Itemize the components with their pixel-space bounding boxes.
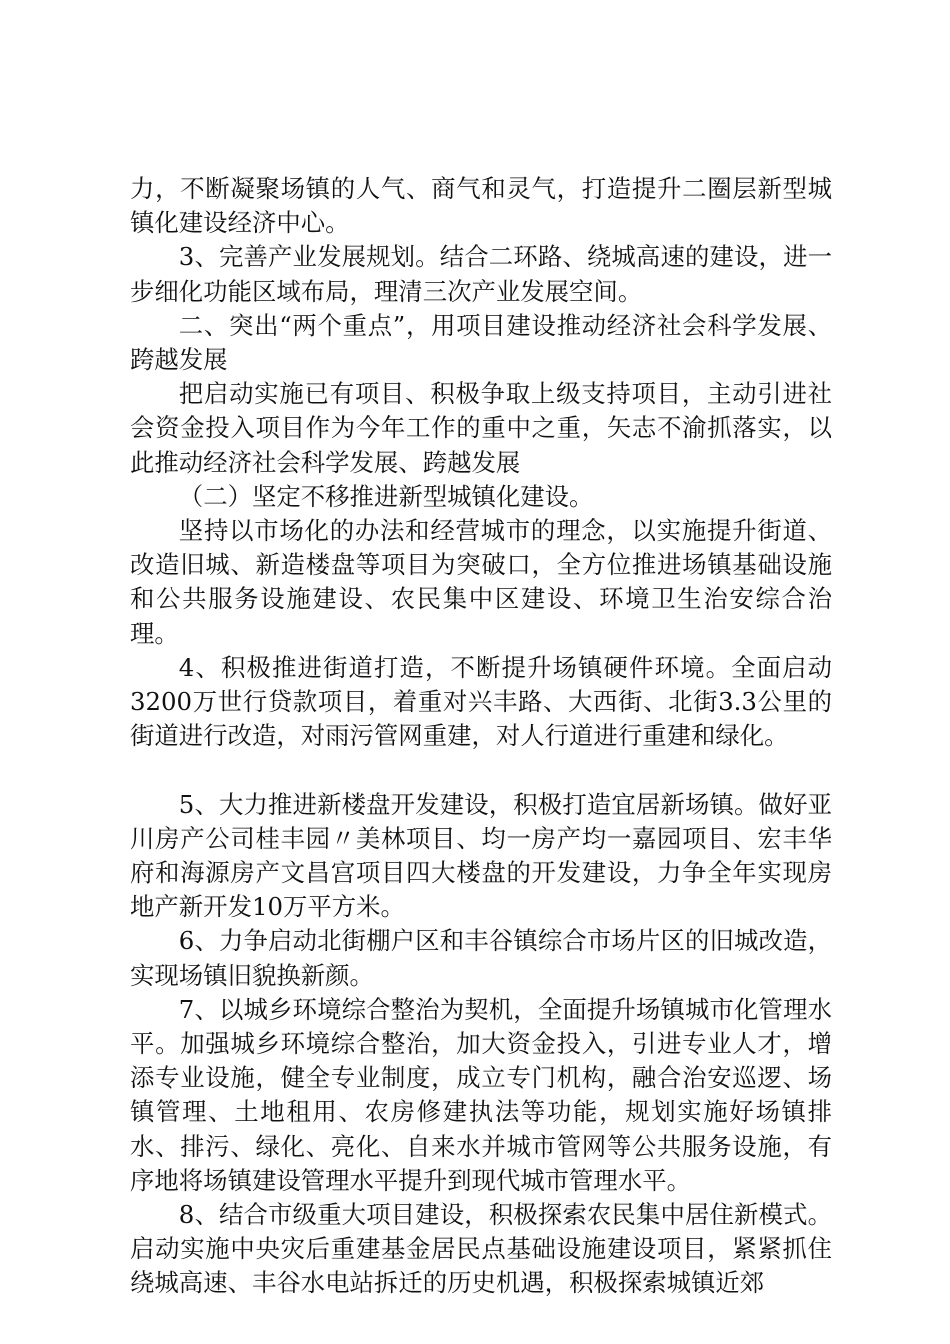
paragraph-urbanization: 坚持以市场化的办法和经营城市的理念，以实施提升街道、改造旧城、新造楼盘等项目为突破口，全方位推进场镇基础设施和公共服务设施建设、农民集中区建设、环境卫生治安综合治理。 bbox=[130, 516, 832, 648]
paragraph-projects: 把启动实施已有项目、积极争取上级支持项目，主动引进社会资金投入项目作为今年工作的重中之重，矢志不渝抓落实，以此推动经济社会科学发展、跨越发展 bbox=[130, 379, 832, 477]
paragraph-item-7: 7、以城乡环境综合整治为契机，全面提升场镇城市化管理水平。加强城乡环境综合整治，加大资金投入，引进专业人才，增添专业设施，健全专业制度，成立专门机构，融合治安巡逻、场镇管理、土地租用、农房修建执法等功能，规划实施好场镇排水、排污、绿化、亮化、自来水并城市管网等公共服务设施，有序地将场镇建设管理水平提升到现代城市管理水平。 bbox=[130, 994, 832, 1195]
paragraph-continuation: 力，不断凝聚场镇的人气、商气和灵气，打造提升二圈层新型城镇化建设经济中心。 bbox=[130, 174, 832, 238]
paragraph-item-5: 5、大力推进新楼盘开发建设，积极打造宜居新场镇。做好亚川房产公司桂丰园〃美林项目、均一房产均一嘉园项目、宏丰华府和海源房产文昌宫项目四大楼盘的开发建设，力争全年实现房地产新开发10万平方米。 bbox=[130, 789, 832, 922]
paragraph-item-3: 3、完善产业发展规划。结合二环路、绕城高速的建设，进一步细化功能区域布局，理清三次产业发展空间。 bbox=[130, 242, 832, 306]
paragraph-item-8: 8、结合市级重大项目建设，积极探索农民集中居住新模式。启动实施中央灾后重建基金居民点基础设施建设项目，紧紧抓住绕城高速、丰谷水电站拆迁的历史机遇，积极探索城镇近郊 bbox=[130, 1200, 832, 1298]
section-heading-two: 二、突出“两个重点”，用项目建设推动经济社会科学发展、跨越发展 bbox=[130, 310, 832, 375]
paragraph-item-4: 4、积极推进街道打造，不断提升场镇硬件环境。全面启动3200万世行贷款项目，着重对兴丰路、大西街、北街3.3公里的街道进行改造，对雨污管网重建，对人行道进行重建和绿化。 bbox=[130, 652, 832, 751]
paragraph-gap bbox=[130, 753, 832, 787]
subsection-heading: （二）坚定不移推进新型城镇化建设。 bbox=[178, 481, 594, 511]
paragraph-item-6: 6、力争启动北街棚户区和丰谷镇综合市场片区的旧城改造，实现场镇旧貌换新颜。 bbox=[130, 926, 832, 990]
document-body bbox=[130, 172, 832, 1301]
